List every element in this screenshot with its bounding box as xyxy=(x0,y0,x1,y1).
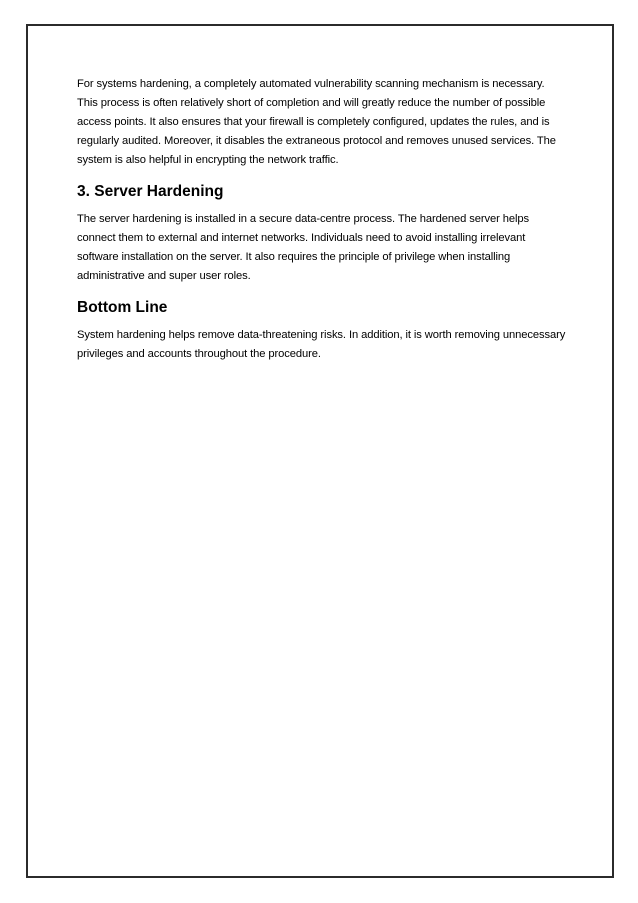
server-hardening-paragraph: The server hardening is installed in a secure data-centre process. The hardened server helps connect them to external and internet networks. Individuals need to avoid installing irrelevant software installation on the server. It also requires the principle of privilege when installing administrative and super user roles. xyxy=(77,213,530,282)
document-body xyxy=(77,75,567,364)
section-heading-server-hardening: 3. Server Hardening xyxy=(77,183,224,200)
intro-paragraph: For systems hardening, a completely automated vulnerability scanning mechanism is necessary. This process is often relatively short of completion and will greatly reduce the number of possible access points. It also ensures that your firewall is completely configured, updates the rules, and is regularly audited. Moreover, it disables the extraneous protocol and removes unused services. The system is also helpful in encrypting the network traffic. xyxy=(77,78,556,166)
section-heading-bottom-line: Bottom Line xyxy=(77,299,168,316)
bottom-line-paragraph: System hardening helps remove data-threatening risks. In addition, it is worth removing unnecessary privileges and accounts throughout the procedure. xyxy=(77,329,566,360)
